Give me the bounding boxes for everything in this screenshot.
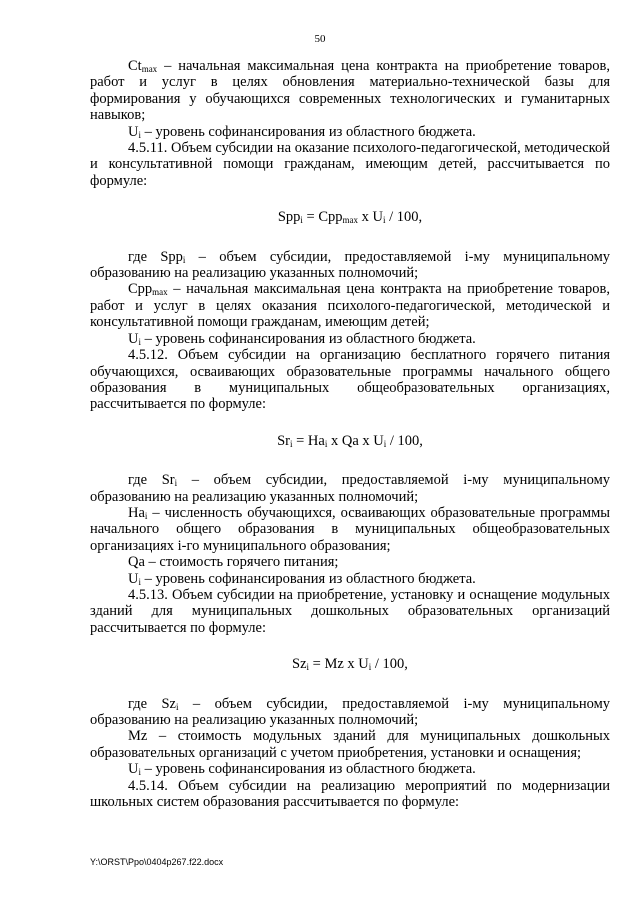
definition-ui: $U_i$ – уровень софинансирования из областного бюджета. [128,123,476,140]
file-path-footer: Y:\ORST\Ppo\0404p267.f22.docx [90,857,224,867]
definition-spp: где Spp$_i$ – объем субсидии, предоставляемой i-му муниципальному образованию на реализацию указанных полномочий; [90,248,610,282]
definition-sr: где $Sr_i$ – объем субсидии, предоставляемой i-му муниципальному образованию на реализацию указанных полномочий; [90,472,611,505]
definition-mz: Mz – стоимость модульных зданий для муниципальных дошкольных образовательных организаций с учетом приобретения, установки и оснащения; [90,728,610,761]
definition-ha: $Ha_i$ – численность обучающихся, осваивающих образовательные программы начального общего образования в муниципальных общеобразовательных организациях i-го муниципального образования; [90,504,610,554]
formula-spp: Spp$_i$ = Cpp$_{max}$ x $U_i / 100$, [277,209,423,226]
formula-sz: $Sz_i = Mz$ x $U_i / 100$, [292,656,408,673]
definition-cpp-max: Cpp$_{max}$ – начальная максимальная цена контракта на приобретение товаров, работ и услуг в целях оказания психолого-педагогической, методической и консультативной помощи гражданам, имеющим детей; [90,281,610,331]
clause-4-5-12: 4.5.12. Объем субсидии на организацию бесплатного горячего питания обучающихся, осваивающих образовательные программы начального общего образования в муниципальных общеобразовательных организациях, рассчитывается по формуле: [90,347,610,413]
definition-ui: $U_i$ – уровень софинансирования из областного бюджета. [128,761,476,778]
clause-4-5-13: 4.5.13. Объем субсидии на приобретение, установку и оснащение модульных зданий для муниципальных дошкольных образовательных организаций рассчитывается по формуле: [90,586,610,636]
definition-ui: $U_i$ – уровень софинансирования из областного бюджета. [128,330,476,347]
formula-sr: $Sr_i = Ha_i$ x Qa x $U_i / 100$, [277,432,423,449]
definition-qa: Qa – стоимость горячего питания; [128,554,339,571]
definition-ui: $U_i$ – уровень софинансирования из областного бюджета. [128,570,476,587]
clause-4-5-11: 4.5.11. Объем субсидии на оказание психолого-педагогической, методической и консультативной помощи гражданам, имеющим детей, рассчитывается по формуле: [90,140,610,189]
clause-4-5-14: 4.5.14. Объем субсидии на реализацию мероприятий по модернизации школьных систем образования рассчитывается по формуле: [90,777,610,811]
definition-ct-max: $Ct_{max}$ – начальная максимальная цена контракта на приобретение товаров, работ и услуг в целях обновления материально-технической базы для формирования у обучающихся современных технологических и гуманитарных навыков; [90,58,610,124]
page-number: 50 [314,33,326,45]
document-body [90,58,610,810]
definition-sz: где $Sz_i$ – объем субсидии, предоставляемой i-му муниципальному образованию на реализацию указанных полномочий; [90,695,610,728]
